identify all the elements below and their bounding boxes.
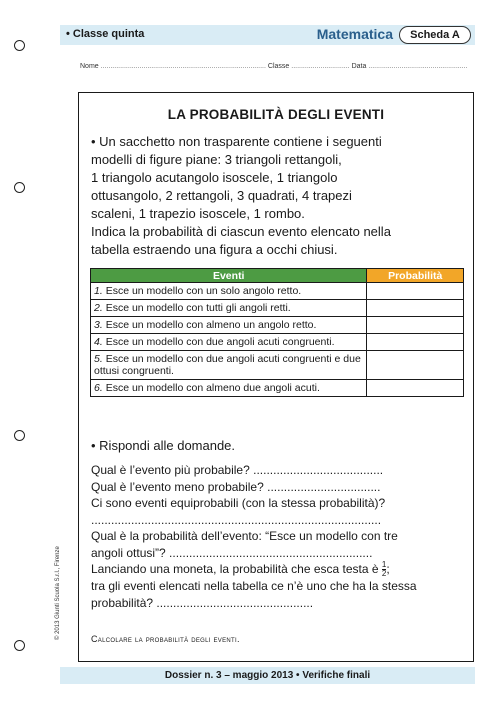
questions-heading: • Rispondi alle domande.: [91, 438, 236, 453]
intro-line: scaleni, 1 trapezio isoscele, 1 rombo.: [91, 206, 305, 221]
table-row: [91, 317, 464, 334]
table-row: [91, 300, 464, 317]
question-line: tra gli eventi elencati nella tabella ce n’è uno che ha la stessa probabilità? ...............................................: [91, 579, 417, 610]
intro-line: 1 triangolo acutangolo isoscele, 1 triangolo: [91, 170, 338, 185]
events-header: Eventi: [91, 269, 367, 283]
table-row: [91, 351, 464, 380]
copyright-note: © 2013 Giunti Scuola S.r.l., Firenze: [55, 546, 61, 640]
student-fields: Nome ..................................................................................... Classe .............................. Data ...................................................: [80, 63, 468, 70]
event-cell: 4. Esce un modello con due angoli acuti congruenti.: [91, 334, 367, 351]
answer-line: .......................................................................................: [91, 512, 382, 527]
class-label: • Classe quinta: [66, 28, 145, 40]
intro-text: [91, 133, 461, 259]
intro-line: modelli di figure piane: 3 triangoli rettangoli,: [91, 152, 342, 167]
event-cell: 2. Esce un modello con tutti gli angoli retti.: [91, 300, 367, 317]
probability-cell[interactable]: [367, 351, 464, 380]
intro-line: tabella estraendo una figura a occhi chiusi.: [91, 242, 338, 257]
table-row: [91, 283, 464, 300]
binder-hole-4: [14, 640, 25, 651]
events-table: [90, 268, 464, 397]
probability-cell[interactable]: [367, 380, 464, 397]
question-line: Lanciando una moneta, la probabilità che esca testa è $\frac{1}{2}$ ;: [91, 560, 390, 579]
table-row: [91, 380, 464, 397]
question-line: Ci sono eventi equiprobabili (con la stessa probabilità)?: [91, 496, 386, 510]
intro-line: • Un sacchetto non trasparente contiene i seguenti: [91, 134, 382, 149]
intro-line: ottusangolo, 2 rettangoli, 3 quadrati, 4 trapezi: [91, 188, 352, 203]
page-title: LA PROBABILITÀ DEGLI EVENTI: [167, 107, 385, 122]
question-line: Qual è l’evento meno probabile? ..................................: [91, 479, 381, 494]
sheet-badge: Scheda A: [399, 26, 471, 44]
questions-block: [91, 462, 463, 611]
exercise-card: [78, 92, 474, 662]
fraction-one-half: $\frac{1}{2}$: [381, 560, 387, 579]
subject-title: Matematica: [316, 26, 393, 42]
event-cell: 5. Esce un modello con due angoli acuti congruenti e due ottusi congruenti.: [91, 351, 367, 380]
question-line: angoli ottusi”? .............................................................: [91, 545, 373, 560]
learning-objective: Calcolare la probabilità degli eventi.: [91, 634, 240, 644]
binder-hole-3: [14, 430, 25, 441]
binder-hole-2: [14, 182, 25, 193]
probability-header: Probabilità: [367, 269, 464, 283]
class-field-label: Classe: [267, 63, 290, 70]
event-cell: 3. Esce un modello con almeno un angolo retto.: [91, 317, 367, 334]
header-bar: [60, 25, 475, 45]
probability-cell[interactable]: [367, 317, 464, 334]
event-cell: 1. Esce un modello con un solo angolo retto.: [91, 283, 367, 300]
probability-cell[interactable]: [367, 300, 464, 317]
probability-cell[interactable]: [367, 334, 464, 351]
question-line: Qual è l’evento più probabile? .......................................: [91, 463, 384, 477]
binder-hole-1: [14, 40, 25, 51]
event-cell: 6. Esce un modello con almeno due angoli acuti.: [91, 380, 367, 397]
probability-cell[interactable]: [367, 283, 464, 300]
table-row: [91, 334, 464, 351]
date-label: Data: [351, 63, 367, 70]
intro-line: Indica la probabilità di ciascun evento elencato nella: [91, 224, 391, 239]
footer-bar: Dossier n. 3 – maggio 2013 • Verifiche finali: [60, 667, 475, 684]
question-line: Qual è la probabilità dell’evento: “Esce un modello con tre: [91, 529, 398, 543]
name-label: Nome: [80, 63, 99, 70]
